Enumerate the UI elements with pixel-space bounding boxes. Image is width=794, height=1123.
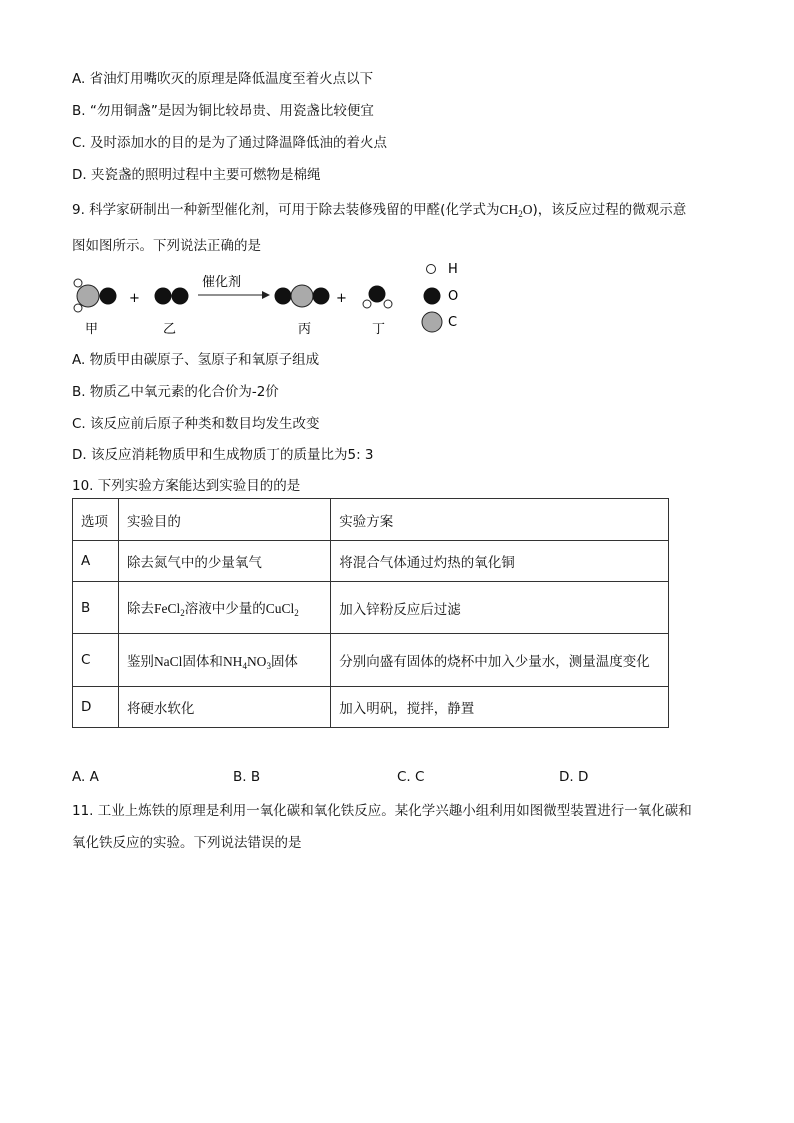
molecule-ding xyxy=(363,286,392,309)
label-yi: 乙 xyxy=(163,322,177,337)
legend-h: H xyxy=(448,262,458,277)
choice-d: D. D xyxy=(559,769,589,785)
label-jia: 甲 xyxy=(85,322,99,337)
choice-a: A. A xyxy=(72,769,99,785)
q9-option-d: D. 该反应消耗物质甲和生成物质丁的质量比为5: 3 xyxy=(72,447,374,463)
q11-stem-line2: 氧化铁反应的实验。下列说法错误的是 xyxy=(72,835,302,851)
q11-stem-line1: 11. 工业上炼铁的原理是利用一氧化碳和氧化铁反应。某化学兴趣小组利用如图微型装置进行一氧化碳和 xyxy=(72,803,692,819)
table-header-row xyxy=(73,499,669,541)
molecule-jia xyxy=(74,279,117,312)
q9-stem-line1: 9. 科学家研制出一种新型催化剂，可用于除去装修残留的甲醛(化学式为$CH_2O$)，该反应过程的微观示意 xyxy=(72,202,687,219)
q10-stem: 10. 下列实验方案能达到实验目的的是 xyxy=(72,478,301,494)
formula-ch2o: $CH_2O$ xyxy=(499,202,533,219)
legend-o: O xyxy=(448,289,459,304)
molecule-bing xyxy=(275,285,330,307)
table-row: A 除去氮气中的少量氧气 将混合气体通过灼热的氧化铜 xyxy=(73,541,669,582)
legend-c: C xyxy=(448,315,458,330)
header-option: 选项 xyxy=(73,499,119,541)
q9-stem-line2: 图如图所示。下列说法正确的是 xyxy=(72,238,261,254)
q9-option-c: C. 该反应前后原子种类和数目均发生改变 xyxy=(72,416,320,432)
q9-option-b: B. 物质乙中氧元素的化合价为-2价 xyxy=(72,384,279,400)
q9-option-a: A. 物质甲由碳原子、氢原子和氧原子组成 xyxy=(72,352,320,368)
plus-sign-1: + xyxy=(129,291,140,306)
label-ding: 丁 xyxy=(372,322,386,337)
header-method: 实验方案 xyxy=(331,499,669,541)
reaction-diagram xyxy=(72,258,492,338)
table-row: D 将硬水软化 加入明矾，搅拌，静置 xyxy=(73,687,669,728)
q8-option-b: B. “勿用铜盏”是因为铜比较昂贵、用瓷盏比较便宜 xyxy=(72,103,374,119)
table-row: B 除去FeCl$_2$溶液中少量的CuCl$_2$ 加入锌粉反应后过滤 xyxy=(73,582,669,634)
catalyst-label: 催化剂 xyxy=(202,275,242,290)
arrow-head-icon xyxy=(262,291,270,299)
table-row: C 鉴别NaCl固体和$NH_4NO_3$固体 分别向盛有固体的烧杯中加入少量水，测量温度变化 xyxy=(73,634,669,687)
legend xyxy=(422,262,458,332)
plus-sign-2: + xyxy=(336,291,347,306)
choice-b: B. B xyxy=(233,769,261,785)
q8-option-a: A. 省油灯用嘴吹灭的原理是降低温度至着火点以下 xyxy=(72,71,374,87)
molecule-yi xyxy=(155,288,189,305)
label-bing: 丙 xyxy=(298,322,312,337)
q10-options-table xyxy=(72,498,669,728)
choice-c: C. C xyxy=(397,769,425,785)
q8-option-c: C. 及时添加水的目的是为了通过降温降低油的着火点 xyxy=(72,135,388,151)
q8-option-d: D. 夹瓷盏的照明过程中主要可燃物是棉绳 xyxy=(72,167,321,183)
header-purpose: 实验目的 xyxy=(118,499,330,541)
